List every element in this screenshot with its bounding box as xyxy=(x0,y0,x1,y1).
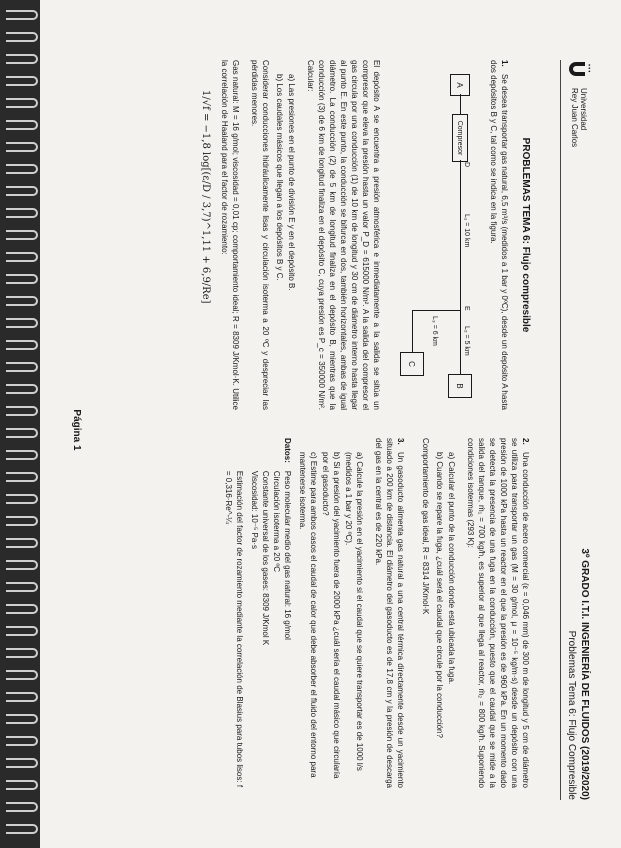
left-column xyxy=(200,60,531,410)
pipe-2-length: L₂ = 5 km xyxy=(463,326,470,356)
problem-2-text: Una conducción de acero comercial (ε = 0,046 mm) de 300 m de longitud y 5 cm de diámetro se utiliza para transportar un gas (M = 30 g/mol, μ = 10⁻⁵ kg/m·s) desde un depósito con una presión de 1000 kPa hasta un reactor en el que la presión es de 960 kPa. En un momento dado se detecta la presencia de una fuga en la conducción, puesto que el caudal que se mide a la salida del tanque, ṁ₁ = 700 kg/h, es superior al que llega al reactor, ṁ₂ = 800 kg/h. Suponiendo condiciones isotermas (293 K): xyxy=(466,438,530,788)
paper-sheet xyxy=(40,0,621,848)
data-label: Datos: xyxy=(283,438,292,463)
pipe-3-length: L₃ = 6 km xyxy=(431,316,438,346)
problem-3-question-b: b) Si a presión del yacimiento fuera de 2000 kPa ¿cuál sería el caudal másico que circularía por el gasoducto? xyxy=(321,452,341,779)
problem-3-text: Un gasoducto alimenta gas natural a una central térmica directamente desde un yacimiento situado a 200 km de distancia. El diámetro del gasoducto es de 17,8 cm y la presión de descarga del gas en la central es de 220 kPa. xyxy=(374,438,405,788)
tank-c: C xyxy=(400,352,424,376)
problem-1-question-b: b) Los caudales másicos que llegan a los depósitos B y C. xyxy=(275,74,284,281)
document-page xyxy=(40,0,621,848)
university-name-line2: Rey Juan Carlos xyxy=(570,88,579,148)
pipe-3-horizontal xyxy=(412,310,413,352)
university-name-line1: Universidad xyxy=(579,88,588,131)
haaland-formula: 1/√f = −1,8 log[(ε/D / 3,7)^1,11 + 6,9/Re] xyxy=(200,90,211,304)
problem-3-data xyxy=(223,438,293,788)
university-logo-icon: ••• xyxy=(567,60,591,82)
page-title: PROBLEMAS TEMA 6: Flujo compresible xyxy=(520,137,531,333)
problem-2-questions xyxy=(434,452,457,788)
university-header xyxy=(567,60,591,147)
problem-1-assumptions: Considerar conducciones hidráulicamente lisas y circulación isoterma a 20 ºC y despreciar las pérdidas menores. xyxy=(250,60,270,410)
right-column xyxy=(223,438,531,788)
pipe-network-diagram xyxy=(390,74,480,410)
problem-1-number: 1. xyxy=(500,60,509,67)
problem-2 xyxy=(465,438,531,788)
data-item: Peso molecular medio del gas natural: 16 g/mol xyxy=(283,470,292,640)
notebook-spiral xyxy=(0,0,40,848)
problem-1-question-a: a) Las presiones en el punto de división E y en el depósito B. xyxy=(287,74,296,291)
problem-2-question-b: b) Cuando se repare la fuga, ¿cuál será el caudal que circule por la conducción? xyxy=(435,452,444,738)
data-item: Estimación del factor de rozamiento mediante la correlación de Blasius para tubos lisos: f = 0,316·Re^-¼ xyxy=(224,470,244,788)
problem-3-number: 3. xyxy=(396,438,405,445)
problem-2-question-a: a) Calcular el punto de la conducción donde está ubicada la fuga. xyxy=(447,452,456,685)
problem-3-question-c: c) Estime para ambos casos el caudal de calor que debe absorber el fluido del entorno para mantenerse isoterma. xyxy=(298,452,318,778)
tank-a: A xyxy=(450,74,470,96)
pipe-1-length: L₁ = 10 km xyxy=(463,214,470,248)
problem-3 xyxy=(373,438,406,788)
problem-2-number: 2. xyxy=(521,438,530,445)
problem-3-question-a: a) Calcule la presión en el yacimiento si el caudal que se quiere transportar es de 1000 l/s (medidos a 1 bar y 20 ºC). xyxy=(344,452,364,771)
problem-1-questions xyxy=(274,74,297,410)
problem-2-note: Comportamiento de gas ideal, R = 8314 J/Kmol·K xyxy=(421,438,430,615)
data-item: Viscosidad: 10⁻⁵ Pa·s xyxy=(250,470,259,549)
problem-3-questions xyxy=(297,452,365,788)
problem-1-intro: Se desea transportar gas natural, 6,5 m³/s (medidos a 1 bar y 0ºC), desde un depósito A hasta dos depósitos B y C, tal como se indica en la figura. xyxy=(489,60,509,410)
data-item: Circulación isoterma a 20 ºC xyxy=(272,470,281,573)
page-number: Página 1 xyxy=(71,409,82,451)
course-title: 3º GRADO I.T.I. INGENIERÍA DE FLUIDOS (2019/2020) xyxy=(579,548,590,800)
problem-1 xyxy=(488,60,510,410)
problem-1-gas-data: Gas natural: M = 16 g/mol; viscosidad = 0,01 cp; comportamiento ideal; R = 8309 J/Kmol·K. Utilice la correlación de Haaland para el factor de rozamiento: xyxy=(220,60,240,410)
course-subtitle: Problemas Tema 6: Flujo Compresible xyxy=(566,630,577,800)
course-header xyxy=(565,548,591,800)
compressor-box: Compresor xyxy=(452,114,468,162)
header-rule xyxy=(560,60,561,800)
data-item: Constante universal de los gases: 8309 J/Kmol K xyxy=(261,470,270,646)
tank-b: B xyxy=(448,374,472,398)
point-d-label: D xyxy=(463,162,470,168)
problem-1-body: El depósito A se encuentra a presión atmosférica e inmediatamente a la salida se sitúa un compresor que eleva la presión hasta un valor P_D = 615000 N/m². A la salida del compresor el gas circula por una conducción (1) de 10 km de longitud y 30 cm de diámetro interno hasta llegar al punto E. En este punto, la conducción se bifurca en dos, también horizontales, ambas de igual diámetro. La conducción (2) de 5 km de longitud finaliza en el depósito B, mientras que la conducción (3) de 6 km de longitud finaliza en el depósito C, cuya presión es P_c = 350000 N/m². Calcular: xyxy=(306,60,381,410)
point-e-label: E xyxy=(463,306,470,311)
pipe-3-vertical xyxy=(413,310,461,311)
